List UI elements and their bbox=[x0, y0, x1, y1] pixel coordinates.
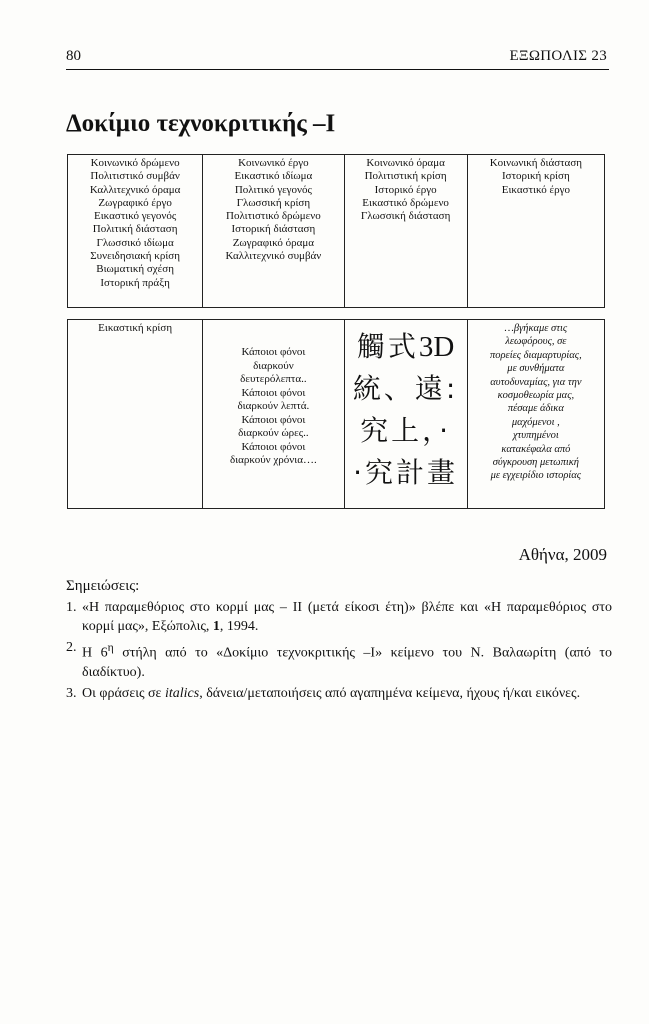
notes-list bbox=[66, 598, 612, 705]
poem-line: σύγκρουση μετωπική bbox=[492, 457, 580, 469]
poem-line: Κάποιοι φόνοι bbox=[241, 346, 306, 358]
notes-heading: Σημειώσεις: bbox=[66, 578, 140, 594]
matrix-column-1 bbox=[68, 155, 203, 308]
header-rule bbox=[66, 69, 609, 70]
matrix-cell-line: Ιστορική κρίση bbox=[502, 170, 570, 183]
poem-line: Κάποιοι φόνοι bbox=[241, 413, 306, 426]
matrix-cell-line: Καλλιτεχνικό όραμα bbox=[89, 183, 181, 196]
matrix-cell-line: Γλωσσικό ιδίωμα bbox=[96, 236, 174, 249]
poem-line: με εγχειρίδιο ιστορίας bbox=[490, 470, 582, 482]
page-number: 80 bbox=[66, 48, 81, 64]
poem-column-label bbox=[68, 320, 203, 509]
poem-line: …βγήκαμε στις bbox=[504, 323, 568, 334]
matrix-cell-line: Πολιτιστική κρίση bbox=[364, 170, 447, 183]
poem-line: διαρκούν ώρες.. bbox=[238, 427, 309, 439]
matrix-cell-line: Εικαστικό γεγονός bbox=[94, 210, 177, 223]
matrix-cell-line: Πολιτιστικό δρώμενο bbox=[226, 210, 321, 223]
word-matrix-table bbox=[67, 154, 605, 308]
poem-line: διαρκούν bbox=[253, 359, 294, 372]
matrix-cell-line: Γλωσσική κρίση bbox=[236, 196, 311, 209]
poem-line: δευτερόλεπτα.. bbox=[240, 373, 307, 385]
cjk-line-2: 統、遠: bbox=[352, 372, 459, 405]
matrix-cell-line: Καλλιτεχνικό συμβάν bbox=[225, 250, 322, 263]
matrix-column-4 bbox=[467, 155, 604, 308]
matrix-cell-line: Κοινωνικό έργο bbox=[238, 157, 309, 169]
cjk-line-3: 究上，· bbox=[360, 414, 452, 447]
poem-line: λεωφόρους, σε bbox=[505, 336, 567, 348]
poem-line: διαρκούν λεπτά. bbox=[237, 400, 310, 412]
cjk-line-4: ·究計畫 bbox=[353, 456, 459, 489]
poem-column-italic bbox=[467, 320, 604, 509]
matrix-cell-line: Ιστορική πράξη bbox=[100, 276, 170, 289]
matrix-column-3 bbox=[344, 155, 467, 308]
poem-line: αυτοδυναμίας, για την bbox=[490, 376, 582, 388]
poem-line: κοσμοθεωρία μας, bbox=[497, 390, 575, 402]
poem-line: μαχόμενοι , bbox=[511, 416, 560, 428]
poem-line: κατακέφαλα από bbox=[501, 443, 571, 455]
matrix-cell-line: Πολιτιστικό συμβάν bbox=[90, 170, 180, 183]
poem-line: με συνθήματα bbox=[507, 363, 565, 375]
poem-line: Κάποιοι φόνοι bbox=[241, 440, 306, 453]
poem-line: Εικαστική κρίση bbox=[98, 322, 173, 334]
poem-column-cjk bbox=[344, 320, 467, 509]
poem-line: διαρκούν χρόνια…. bbox=[230, 454, 317, 466]
matrix-cell-line: Κοινωνική διάσταση bbox=[489, 157, 582, 169]
poem-line: πέσαμε άδικα bbox=[507, 403, 564, 415]
poem-column-murders bbox=[203, 320, 344, 509]
poem-line: χτυπημένοι bbox=[512, 430, 559, 442]
matrix-cell-line: Πολιτικό γεγονός bbox=[234, 183, 312, 196]
matrix-cell-line: Γλωσσική διάσταση bbox=[360, 210, 451, 223]
matrix-cell-line: Κοινωνικό δρώμενο bbox=[90, 157, 180, 169]
matrix-cell-line: Εικαστικό έργο bbox=[501, 183, 570, 196]
matrix-cell-line: Εικαστικό δρώμενο bbox=[362, 196, 449, 209]
matrix-cell-line: Ζωγραφικό έργο bbox=[98, 196, 172, 209]
running-head: ΕΞΩΠΟΛΙΣ 23 bbox=[509, 48, 607, 64]
poem-line: πορείες διαμαρτυρίας, bbox=[490, 349, 582, 361]
matrix-cell-line: Ιστορική διάσταση bbox=[231, 223, 316, 236]
poem-line: Κάποιοι φόνοι bbox=[241, 386, 306, 399]
matrix-column-2 bbox=[203, 155, 344, 308]
matrix-cell-line: Ζωγραφικό όραμα bbox=[232, 236, 315, 249]
note-item: 3. Οι φράσεις σε italics, δάνεια/μεταποιήσεις από αγαπημένα κείμενα, ήχους ή/και εικόνες. bbox=[66, 685, 581, 701]
article-title: Δοκίμιο τεχνοκριτικής –Ι bbox=[66, 110, 336, 137]
matrix-cell-line: Κοινωνικό όραμα bbox=[366, 157, 445, 169]
poem-table bbox=[67, 319, 605, 509]
matrix-cell-line: Βιωματική σχέση bbox=[96, 263, 174, 276]
matrix-cell-line: Συνειδησιακή κρίση bbox=[90, 250, 180, 263]
matrix-cell-line: Πολιτική διάσταση bbox=[92, 223, 178, 236]
note-item: 2. Η $6^\eta$ στήλη από το «Δοκίμιο τεχνοκριτικής –Ι» κείμενο του Ν. Βαλαωρίτη (από το διαδίκτυο). bbox=[66, 640, 612, 680]
matrix-cell-line: Εικαστικό ιδίωμα bbox=[234, 170, 313, 183]
place-date: Αθήνα, 2009 bbox=[518, 545, 607, 564]
matrix-cell-line: Ιστορικό έργο bbox=[374, 183, 437, 196]
note-item: 1. «Η παραμεθόριος στο κορμί μας – ΙΙ (μετά είκοσι έτη)» βλέπε και «Η παραμεθόριος στο κορμί μας», Εξώπολις, 1, 1994. bbox=[66, 600, 612, 634]
cjk-line-1: 觸式3D bbox=[356, 330, 455, 363]
